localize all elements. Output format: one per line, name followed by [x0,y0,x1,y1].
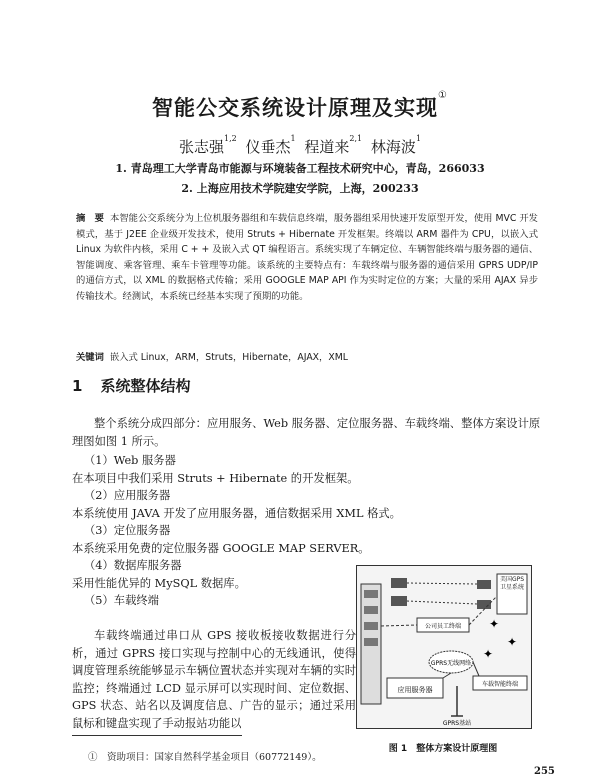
application-server-label: 应用服务器 [397,686,433,694]
server-unit-shape [364,622,378,630]
paper-title [0,92,600,122]
keywords-text: 嵌入式 Linux，ARM，Struts，Hibernate，AJAX，XML [109,352,348,363]
keywords [76,349,546,363]
title-text: 智能公交系统设计原理及实现 [152,96,439,120]
terminal-paragraph: 车载终端通过串口从 GPS 接收板接收数据进行分析，通过 GPRS 接口实现与控制中心的无线通讯，使得调度管理系统能够显示车辆位置状态并实现对车辆的实时监控；终端通过 LCD 显示屏可以实现时间、定位数据、GPS 状态、站名以及调度信息、广告的显示；通过采用鼠标和键盘实现了手动报站功能以 [72,629,356,730]
satellite-icon: ✦ [489,617,500,631]
item-heading: （5）车载终端 [84,594,159,607]
connection-line [473,662,479,676]
item-text: 在本项目中我们采用 Struts + Hibernate 的开发框架。 [72,471,359,485]
author-name: 林海波 [370,138,416,156]
monitor-icon [391,578,407,588]
affiliation-2: 2. 上海应用技术学院建安学院，上海，200233 [181,182,419,195]
item-heading: （1）Web 服务器 [84,454,176,467]
item-heading: （4）数据库服务器 [84,559,182,572]
item-text: 本系统使用 JAVA 开发了应用服务器，通信数据采用 XML 格式。 [72,506,401,520]
figure-caption: 图 1 整体方案设计原理图 [388,744,498,754]
author-affiliation-mark: 1,2 [223,134,237,143]
footnote: ① 资助项目：国家自然科学基金项目（60772149）。 [88,752,322,763]
abstract [76,211,538,304]
monitor-icon [391,596,407,606]
item-heading: （2）应用服务器 [84,489,171,502]
author-name: 程道来 [304,138,350,156]
satellite-icon: ✦ [483,647,494,661]
architecture-diagram [357,566,531,728]
section-heading [72,375,190,396]
monitor-icon [477,600,491,609]
server-unit-shape [364,606,378,614]
vehicle-terminal-label: 车载智能终端 [481,681,519,688]
abstract-text: 本智能公交系统分为上位机服务器组和车载信息终端，服务器组采用快速开发原型开发，使用 MVC 开发模式，基于 J2EE 企业级开发技术，使用 Struts + Hibernate 开发框架。终端以 ARM 器件为 CPU，以嵌入式 Linux 为软件内核，采用 C + + 及嵌入式 QT 编程语言。系统实现了车辆定位、车辆智能终端与服务器的通信、智能调度、乘客管理、乘车卡管理等功能。该系统的主要特点有：车载终端与服务器的通信采用 GPRS UDP/IP 的通信方式，以 XML 的数据格式传输；采用 GOOGLE MAP API 作为实时定位的方案；大量的采用 AJAX 异步传输技术。经测试，本系统已经基本实现了预期的功能。 [76,213,538,302]
footnote-divider [72,735,242,736]
section-number: 1 [72,377,83,395]
intro-paragraph: 整个系统分成四部分：应用服务、Web 服务器、定位服务器、车载终端、整体方案设计原理图如图 1 所示。 [72,417,541,448]
author-list [0,136,600,157]
keywords-label: 关键词 [76,352,104,363]
gps-satellite-label-wrap [498,576,526,614]
server-unit-shape [364,638,378,646]
figure-1 [356,565,532,729]
gprs-base-station-label: GPRS基站 [442,720,472,727]
item-heading: （3）定位服务器 [84,524,171,537]
connection-line [381,625,417,626]
server-unit-shape [364,590,378,598]
page-number: 255 [534,766,555,777]
section-title: 系统整体结构 [100,377,191,395]
author-affiliation-mark: 1 [290,134,296,143]
author-name: 张志强 [178,138,224,156]
author-affiliation-mark: 2,1 [349,134,363,143]
item-text: 采用性能优异的 MySQL 数据库。 [72,576,246,590]
gprs-network-label: GPRS无线网络 [430,660,472,667]
affiliation-1: 1. 青岛理工大学青岛市能源与环境装备工程技术研究中心，青岛，266033 [115,162,485,175]
abstract-label: 摘 要 [76,213,104,224]
author-affiliation-mark: 1 [415,134,422,143]
gps-satellite-label: 美国GPS卫星系统 [499,576,525,591]
monitor-icon [477,580,491,589]
satellite-icon: ✦ [507,635,518,649]
item-text: 本系统采用免费的定位服务器 GOOGLE MAP SERVER。 [72,541,370,555]
connection-line [407,601,477,604]
author-name: 仪垂杰 [245,138,291,156]
company-terminal-label: 公司员工终端 [424,623,462,630]
title-footnote-mark: ① [438,90,448,101]
connection-line [443,673,451,678]
connection-line [407,583,477,584]
